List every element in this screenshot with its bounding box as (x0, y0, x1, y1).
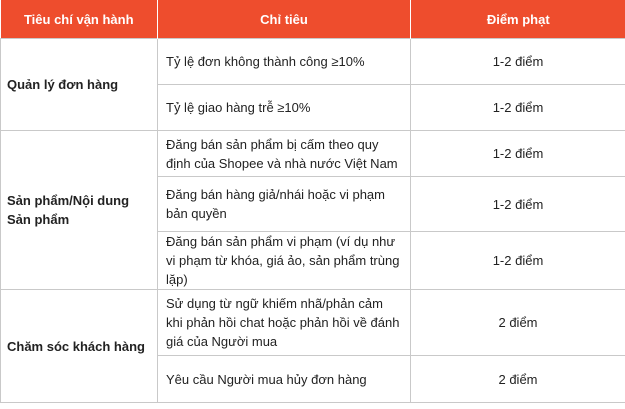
header-indicator: Chỉ tiêu (158, 0, 411, 39)
criterion-cell: Đăng bán hàng giả/nhái hoặc vi phạm bản quyền (158, 177, 411, 232)
table-row (1, 131, 625, 177)
penalty-cell: 1-2 điểm (411, 232, 625, 290)
header-penalty: Điểm phạt (411, 0, 625, 39)
table-row (1, 290, 625, 356)
criterion-cell: Sử dụng từ ngữ khiếm nhã/phản cảm khi phản hồi chat hoặc phản hồi về đánh giá của Người mua (158, 290, 411, 356)
criterion-cell: Đăng bán sản phẩm bị cấm theo quy định của Shopee và nhà nước Việt Nam (158, 131, 411, 177)
penalty-cell: 2 điểm (411, 290, 625, 356)
header-criteria: Tiêu chí vận hành (1, 0, 158, 39)
penalty-cell: 1-2 điểm (411, 39, 625, 85)
table-row (1, 39, 625, 85)
criterion-cell: Yêu cầu Người mua hủy đơn hàng (158, 356, 411, 403)
penalty-cell: 1-2 điểm (411, 131, 625, 177)
criterion-cell: Đăng bán sản phẩm vi phạm (ví dụ như vi phạm từ khóa, giá ảo, sản phẩm trùng lặp) (158, 232, 411, 290)
penalty-cell: 1-2 điểm (411, 85, 625, 131)
group-order-management: Quản lý đơn hàng (1, 39, 158, 131)
group-customer-care: Chăm sóc khách hàng (1, 290, 158, 403)
criterion-cell: Tỷ lệ đơn không thành công ≥10% (158, 39, 411, 85)
criterion-cell: Tỷ lệ giao hàng trễ ≥10% (158, 85, 411, 131)
penalty-cell: 1-2 điểm (411, 177, 625, 232)
header-row (1, 0, 625, 39)
penalty-cell: 2 điểm (411, 356, 625, 403)
group-product-content: Sản phẩm/Nội dung Sản phẩm (1, 131, 158, 290)
